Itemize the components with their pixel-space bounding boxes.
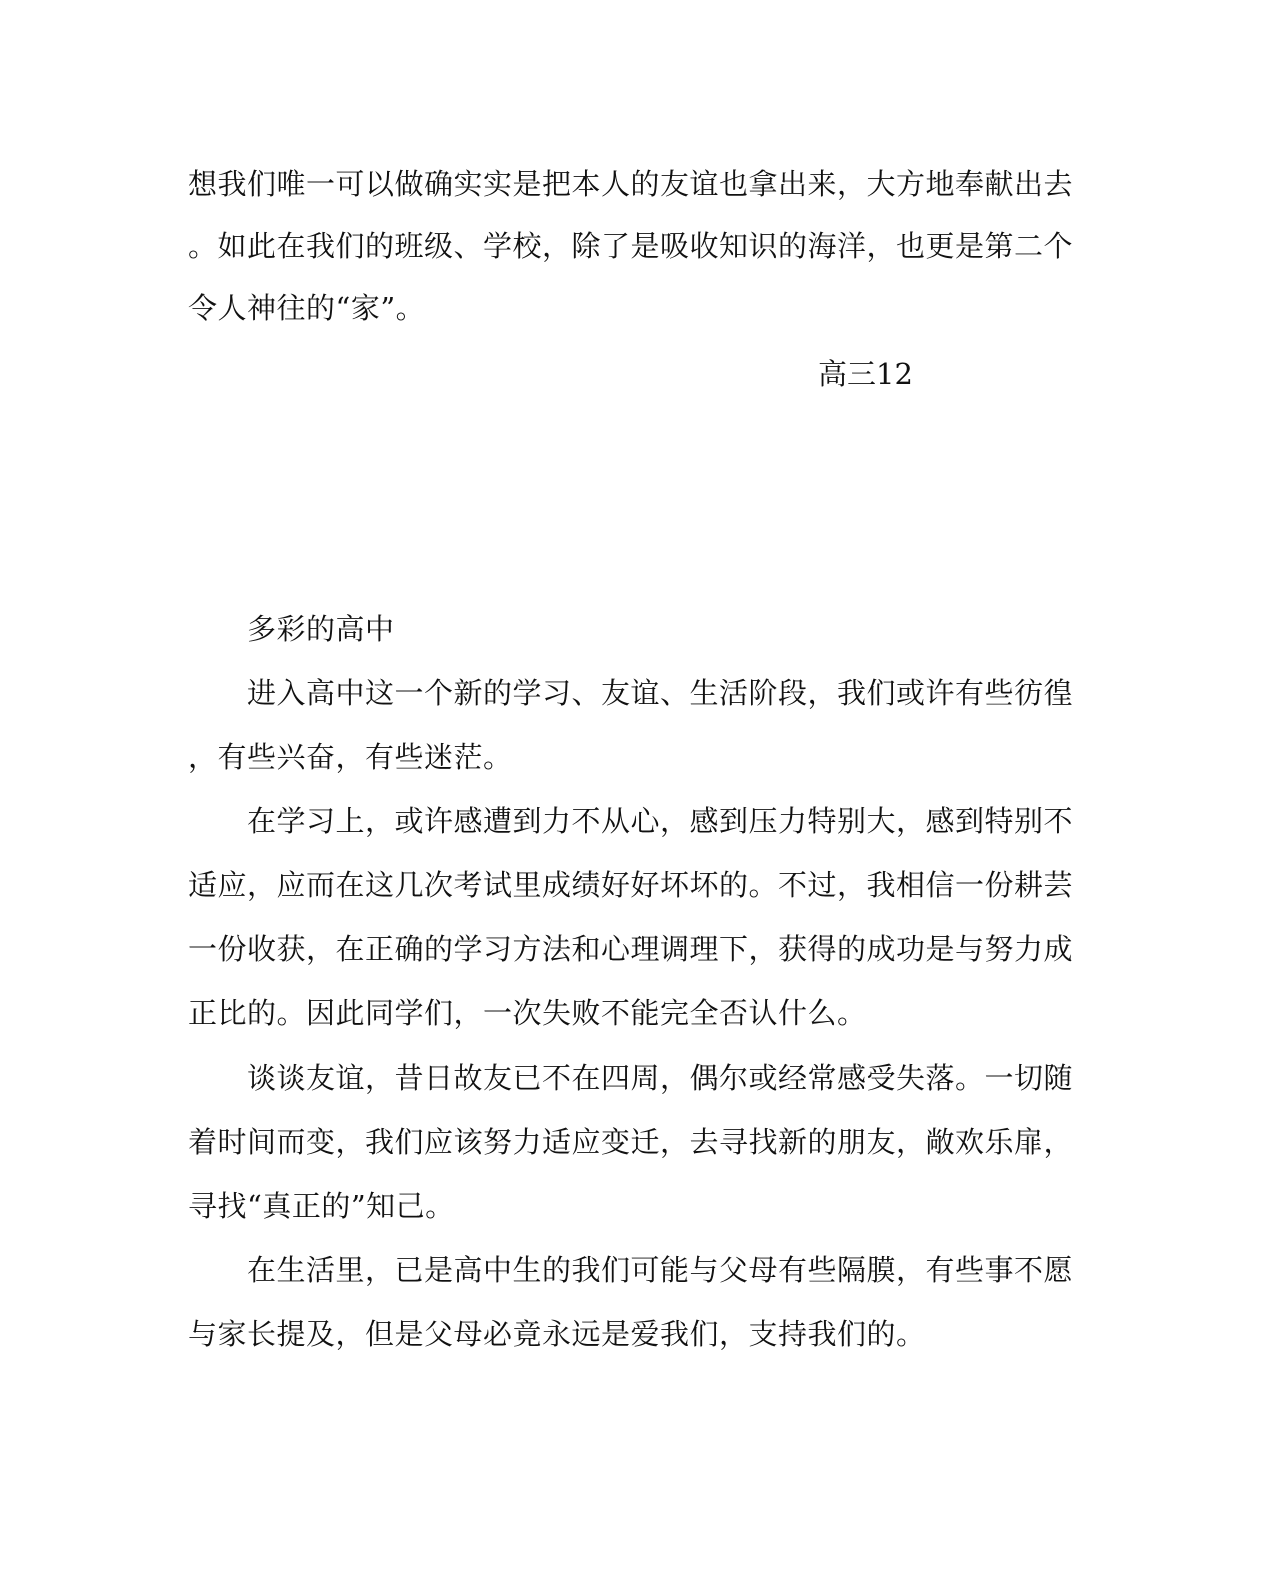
paragraph-3-line-1: 谈谈友谊，昔日故友已不在四周，偶尔或经常感受失落。一切随 (247, 1061, 1074, 1095)
paragraph-2-line-1: 在学习上，或许感遭到力不从心，感到压力特别大，感到特别不 (247, 804, 1074, 838)
paragraph-2-line-4: 正比的。因此同学们，一次失败不能完全否认什么。 (188, 996, 867, 1030)
essay-title: 多彩的高中 (247, 612, 395, 646)
paragraph-1-line-2: ，有些兴奋，有些迷茫。 (188, 740, 513, 774)
paragraph-1-line-1: 进入高中这一个新的学习、友谊、生活阶段，我们或许有些彷徨 (247, 676, 1074, 710)
paragraph-4-line-1: 在生活里，已是高中生的我们可能与父母有些隔膜，有些事不愿 (247, 1253, 1074, 1287)
top-paragraph-line-1: 想我们唯一可以做确实实是把本人的友谊也拿出来，大方地奉献出去 (188, 167, 1074, 201)
class-signature: 高三12 (818, 357, 913, 391)
top-paragraph-line-2: 。如此在我们的班级、学校，除了是吸收知识的海洋，也更是第二个 (188, 229, 1074, 263)
paragraph-2-line-2: 适应，应而在这几次考试里成绩好好坏坏的。不过，我相信一份耕芸 (188, 868, 1074, 902)
paragraph-4-line-2: 与家长提及，但是父母必竟永远是爱我们，支持我们的。 (188, 1317, 926, 1351)
paragraph-2-line-3: 一份收获，在正确的学习方法和心理调理下，获得的成功是与努力成 (188, 932, 1074, 966)
paragraph-3-line-3: 寻找“真正的”知己。 (188, 1189, 455, 1223)
top-paragraph-line-3: 令人神往的“家”。 (188, 291, 426, 325)
paragraph-3-line-2: 着时间而变，我们应该努力适应变迁，去寻找新的朋友，敞欢乐扉， (188, 1125, 1074, 1159)
